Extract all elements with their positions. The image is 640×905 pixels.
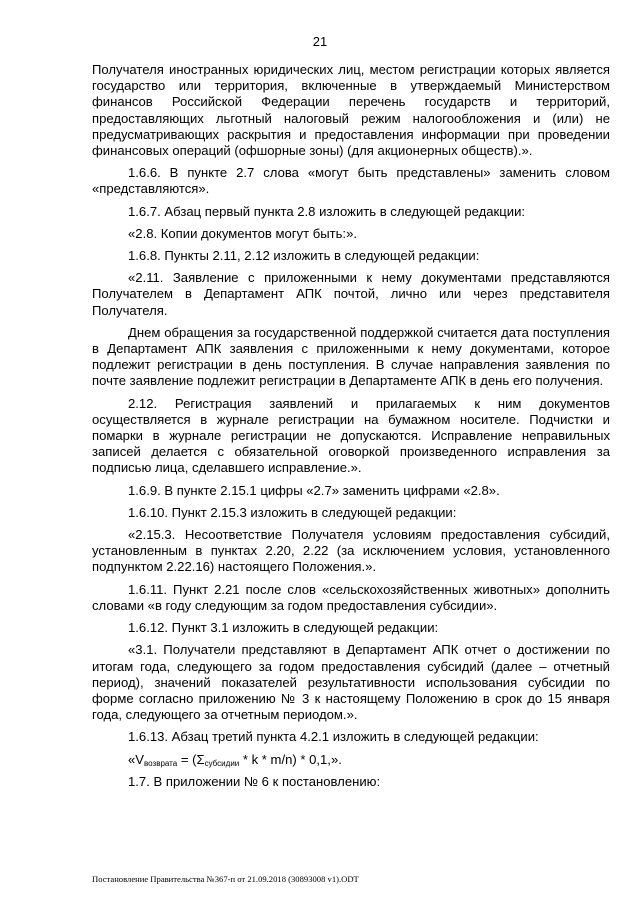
paragraph-1-6-13: 1.6.13. Абзац третий пункта 4.2.1 изложить в следующей редакции: — [128, 729, 539, 745]
paragraph-1-6-6: 1.6.6. В пункте 2.7 слова «могут быть представлены» заменить словом «представляются». — [92, 165, 610, 197]
refund-formula — [92, 752, 610, 768]
paragraph-2-11-quote: «2.11. Заявление с приложенными к нему документами представляются Получателем в Департамент АПК почтой, лично или через представителя Получателя. — [92, 270, 610, 318]
formula-subscript-refund: возврата — [144, 758, 178, 768]
paragraph-1-6-7: 1.6.7. Абзац первый пункта 2.8 изложить в следующей редакции: — [128, 203, 526, 219]
paragraph-application-date: Днем обращения за государственной поддержкой считается дата поступления в Департамент АПК заявления с приложенными к нему документами, которое подлежит регистрации в день поступления. В случае направления заявления по почте заявление подлежит регистрации в Департаменте АПК в день его получения. — [92, 324, 610, 389]
paragraph-2-8-quote: «2.8. Копии документов могут быть:». — [128, 225, 357, 241]
paragraph-2-12: 2.12. Регистрация заявлений и прилагаемых к ним документов осуществляется в журнале регистрации на бумажном носителе. Подчистки и помарки в журнале регистрации не допускаются. Исправление неправильных записей делается с обязательной оговоркой произведенного исправления за подписью лица, сделавшего исправление.». — [92, 395, 610, 476]
formula-rest: * k * m/n) * 0,1,». — [239, 751, 342, 767]
document-footer: Постановление Правительства №367-п от 21.09.2018 (30893008 v1).ODT — [92, 874, 359, 884]
paragraph-1-7: 1.7. В приложении № 6 к постановлению: — [128, 773, 381, 789]
paragraph-1-6-9: 1.6.9. В пункте 2.15.1 цифры «2.7» заменить цифрами «2.8». — [128, 482, 500, 498]
paragraph-1-6-8: 1.6.8. Пункты 2.11, 2.12 изложить в следующей редакции: — [128, 248, 480, 264]
paragraph-continuation: Получателя иностранных юридических лиц, местом регистрации которых является государство или территория, включенные в утверждаемый Министерством финансов Российской Федерации перечень государств и территорий, предоставляющих льготный налоговый режим налогообложения и (или) не предусматривающих раскрытия и предоставления информации при проведении финансовых операций (офшорные зоны) (для акционерных обществ).». — [92, 62, 610, 159]
paragraph-1-6-12: 1.6.12. Пункт 3.1 изложить в следующей редакции: — [128, 620, 439, 636]
paragraph-1-6-11: 1.6.11. Пункт 2.21 после слов «сельскохозяйственных животных» дополнить словами «в году следующим за годом предоставления субсидии». — [92, 581, 610, 613]
formula-mid: = (Σ — [177, 751, 205, 767]
paragraph-2-15-3-quote: «2.15.3. Несоответствие Получателя условиям предоставления субсидий, установленным в пунктах 2.20, 2.22 (за исключением условия, установленного подпунктом 2.22.16) настоящего Положения.». — [92, 527, 610, 575]
formula-open: «V — [128, 751, 145, 767]
page-number: 21 — [312, 34, 328, 49]
paragraph-1-6-10: 1.6.10. Пункт 2.15.3 изложить в следующей редакции: — [128, 504, 457, 520]
formula-subscript-subsidy: субсидии — [204, 758, 240, 768]
document-body — [92, 62, 610, 796]
paragraph-3-1-quote: «3.1. Получатели представляют в Департамент АПК отчет о достижении по итогам года, следующего за годом предоставления субсидий (далее – отчетный период), значений показателей результативности использования субсидии по форме согласно приложению № 3 к настоящему Положению в срок до 15 января года, следующего за отчетным периодом.». — [92, 642, 610, 723]
